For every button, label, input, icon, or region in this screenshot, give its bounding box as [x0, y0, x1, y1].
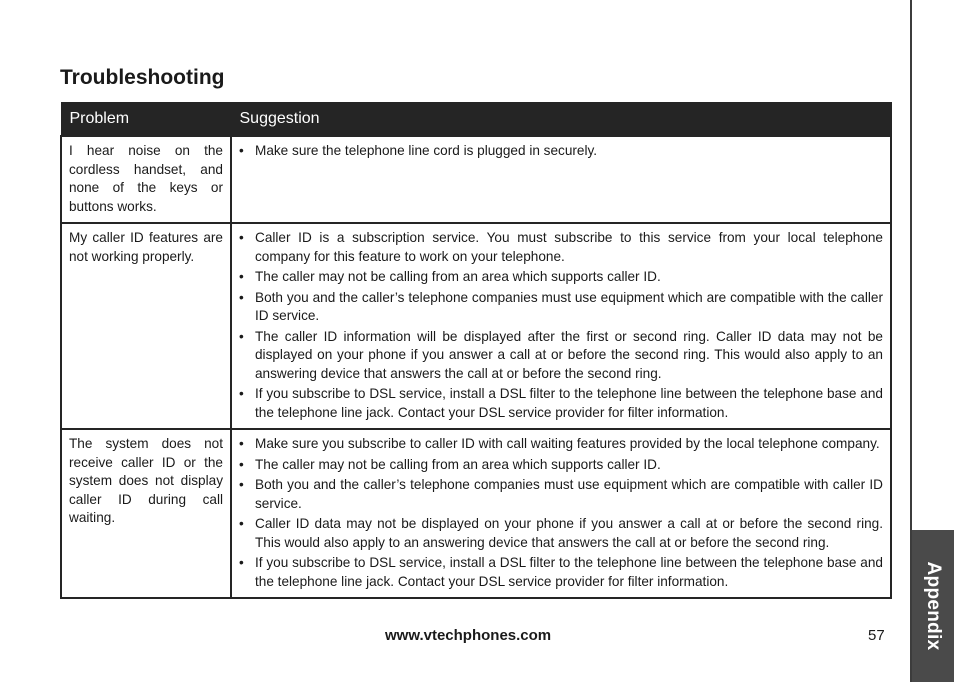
suggestion-cell — [231, 223, 891, 429]
list-item: • Make sure the telephone line cord is plugged in securely. — [239, 142, 883, 161]
footer-url: www.vtechphones.com — [385, 627, 552, 644]
list-item: • If you subscribe to DSL service, install a DSL filter to the telephone line between the telephone base and the telephone line jack. Contact your DSL service provider for filter information. — [239, 554, 883, 591]
suggestion-list — [239, 435, 883, 591]
suggestion-cell — [231, 136, 891, 223]
list-item: • Both you and the caller’s telephone companies must use equipment which are compatible with the caller ID service. — [239, 289, 883, 326]
table-row — [61, 136, 891, 223]
suggestion-cell — [231, 429, 891, 598]
list-item: • If you subscribe to DSL service, install a DSL filter to the telephone line between the telephone base and the telephone line jack. Contact your DSL service provider for filter information. — [239, 385, 883, 422]
list-item: • The caller ID information will be displayed after the first or second ring. Caller ID data may not be displayed on your phone if you answer a call at or before the second ring. This would also apply to an answering device that answers the call at or before the second ring. — [239, 328, 883, 384]
suggestion-list — [239, 142, 883, 161]
problem-cell: The system does not receive caller ID or the system does not display caller ID during call waiting. — [61, 429, 231, 598]
side-tab — [910, 0, 954, 682]
table-header-row — [61, 102, 891, 136]
header-problem: Problem — [61, 102, 231, 136]
page-number: 57 — [868, 627, 885, 644]
header-suggestion: Suggestion — [231, 102, 891, 136]
appendix-tab — [912, 530, 954, 682]
list-item: • Caller ID is a subscription service. You must subscribe to this service from your local telephone company for this feature to work on your telephone. — [239, 229, 883, 266]
list-item: • Caller ID data may not be displayed on your phone if you answer a call at or before the second ring. This would also apply to an answering device that answers the call at or before the second ring. — [239, 515, 883, 552]
problem-cell: My caller ID features are not working properly. — [61, 223, 231, 429]
list-item: • The caller may not be calling from an area which supports caller ID. — [239, 456, 883, 475]
list-item: • The caller may not be calling from an area which supports caller ID. — [239, 268, 883, 287]
problem-cell: I hear noise on the cordless handset, and none of the keys or buttons works. — [61, 136, 231, 223]
appendix-tab-label: Appendix — [923, 561, 944, 651]
table-row — [61, 223, 891, 429]
list-item: • Both you and the caller’s telephone companies must use equipment which are compatible with caller ID service. — [239, 476, 883, 513]
page-title: Troubleshooting — [60, 66, 225, 89]
list-item: • Make sure you subscribe to caller ID with call waiting features provided by the local telephone company. — [239, 435, 883, 454]
troubleshooting-table — [60, 102, 892, 599]
suggestion-list — [239, 229, 883, 422]
table-row — [61, 429, 891, 598]
